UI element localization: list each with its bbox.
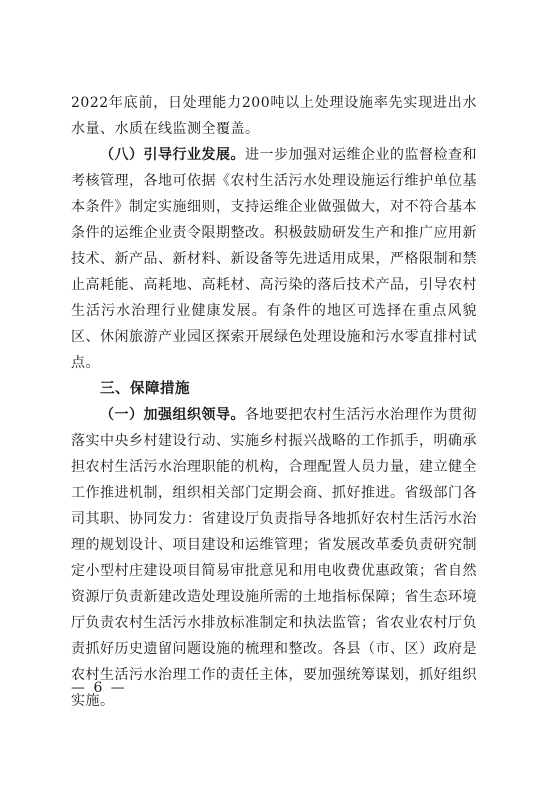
paragraph-2 bbox=[71, 142, 477, 376]
section-heading: 三、保障措施 bbox=[100, 381, 190, 397]
paragraph-3-body: 各地要把农村生活污水治理作为贯彻落实中央乡村建设行动、实施乡村振兴战略的工作抓手，明确承担农村生活污水治理职能的机构，合理配置人员力量，建立健全工作推进机制，组织相关部门定期会商、抓好推进。省级部门各司其职、协同发力：省建设厅负责指导各地抓好农村生活污水治理的规划设计、项目建设和运维管理；省发展改革委负责研究制定小型村庄建设项目简易审批意见和用电收费优惠政策；省自然资源厅负责新建改造处理设施所需的土地指标保障；省生态环境厅负责农村生活污水排放标准制定和执法监管；省农业农村厅负责抓好历史遗留问题设施的梳理和整改。各县（市、区）政府是农村生活污水治理工作的责任主体，要加强统筹谋划，抓好组织实施。 bbox=[71, 407, 477, 709]
paragraph-3-lead: （一）加强组织领导。 bbox=[100, 407, 245, 423]
paragraph-1 bbox=[71, 90, 477, 142]
paragraph-1-text: 2022年底前，日处理能力200吨以上处理设施率先实现进出水水量、水质在线监测全覆盖。 bbox=[71, 95, 477, 137]
paragraph-3 bbox=[71, 402, 477, 714]
paragraph-2-lead: （八）引导行业发展。 bbox=[100, 147, 245, 163]
paragraph-2-body: 进一步加强对运维企业的监督检查和考核管理，各地可依据《农村生活污水处理设施运行维护单位基本条件》制定实施细则，支持运维企业做强做大，对不符合基本条件的运维企业责令限期整改。积极鼓励研发生产和推广应用新技术、新产品、新材料、新设备等先进适用成果，严格限制和禁止高耗能、高耗地、高耗材、高污染的落后技术产品，引导农村生活污水治理行业健康发展。有条件的地区可选择在重点风貌区、休闲旅游产业园区探索开展绿色处理设施和污水零直排村试点。 bbox=[71, 147, 477, 371]
document-body bbox=[71, 90, 477, 714]
page-number: — 6 — bbox=[71, 680, 127, 696]
